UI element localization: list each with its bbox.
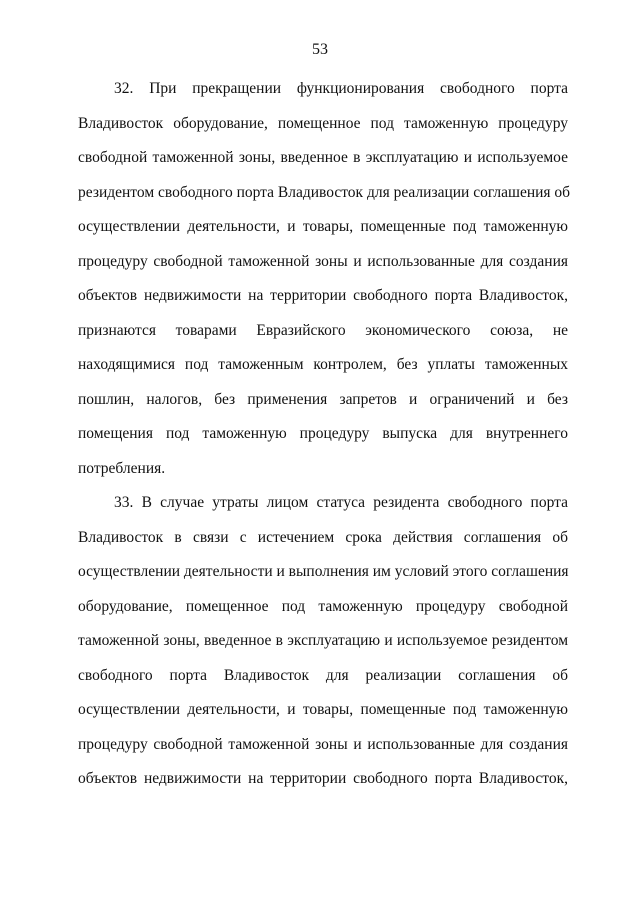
- text-line: процедуру свободной таможенной зоны и использованные для создания: [78, 735, 568, 753]
- text-line: свободного порта Владивосток для реализации соглашения об: [78, 666, 568, 684]
- text-line: оборудование, помещенное под таможенную процедуру свободной: [78, 597, 568, 615]
- text-line: резидентом свободного порта Владивосток для реализации соглашения об: [78, 183, 571, 201]
- text-line: таможенной зоны, введенное в эксплуатацию и используемое резидентом: [78, 632, 568, 649]
- text-line: осуществлении деятельности, и товары, помещенные под таможенную: [78, 701, 568, 718]
- text-line: процедуру свободной таможенной зоны и использованные для создания: [78, 252, 568, 270]
- text-line: находящимися под таможенным контролем, без уплаты таможенных: [78, 356, 568, 373]
- text-line: объектов недвижимости на территории свободного порта Владивосток,: [78, 770, 568, 787]
- text-line: осуществлении деятельности, и товары, помещенные под таможенную: [78, 218, 568, 235]
- document-body: [78, 72, 571, 797]
- text-line: 33. В случае утраты лицом статуса резидента свободного порта: [114, 494, 568, 511]
- text-line: Владивосток в связи с истечением срока действия соглашения об: [78, 528, 568, 546]
- text-line: 32. При прекращении функционирования свободного порта: [114, 80, 568, 97]
- text-line: пошлин, налогов, без применения запретов и ограничений и без: [78, 390, 568, 408]
- paragraph-33: [78, 486, 568, 797]
- text-line: объектов недвижимости на территории свободного порта Владивосток,: [78, 287, 568, 304]
- text-line: помещения под таможенную процедуру выпуска для внутреннего: [78, 425, 568, 442]
- paragraph-32: [78, 72, 571, 486]
- text-line: Владивосток оборудование, помещенное под таможенную процедуру: [78, 114, 568, 132]
- text-line: потребления.: [78, 459, 166, 477]
- text-line: осуществлении деятельности и выполнения им условий этого соглашения: [78, 563, 569, 580]
- page-number: 53: [312, 41, 328, 58]
- text-line: свободной таможенной зоны, введенное в эксплуатацию и используемое: [78, 149, 568, 166]
- text-line: признаются товарами Евразийского экономического союза, не: [78, 321, 568, 339]
